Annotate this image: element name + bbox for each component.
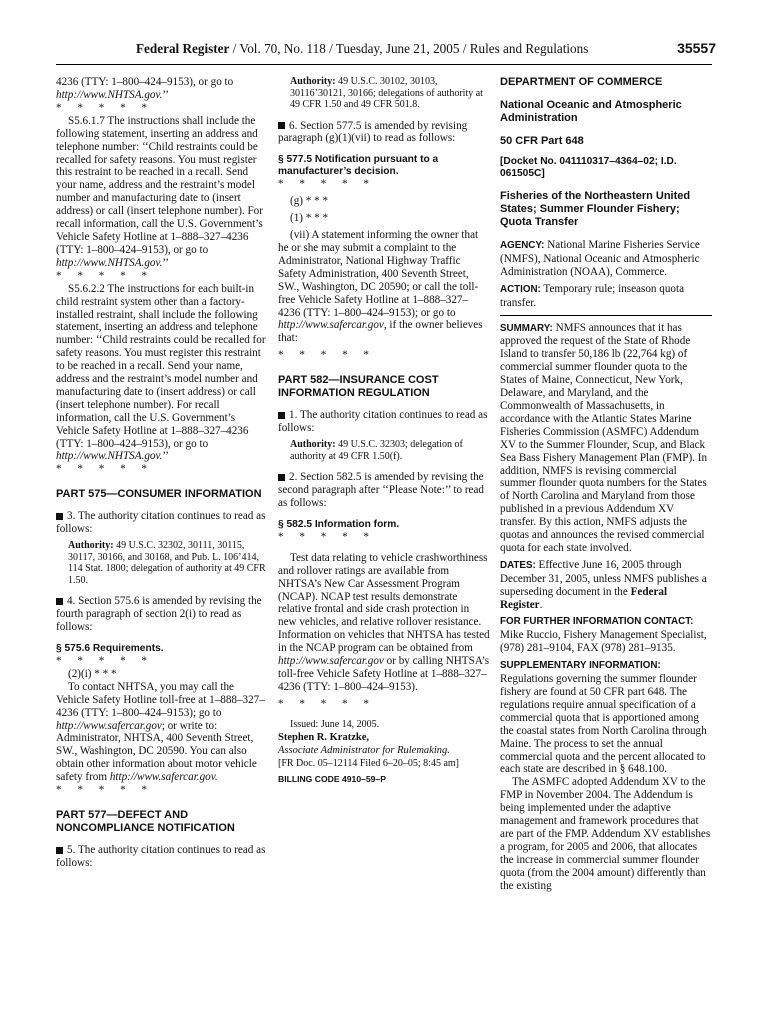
ellipsis-stars: * * * * *	[278, 530, 369, 543]
subparagraph-2i: (2)(i) * * *	[68, 667, 117, 680]
bullet-square-icon	[278, 122, 285, 129]
header-citation	[136, 41, 588, 57]
bullet-square-icon	[278, 412, 285, 419]
amendment-4: 4. Section 575.6 is amended by revising the fourth paragraph of section 2(i) to read as follows:	[56, 595, 262, 633]
amendment-1: 1. The authority citation continues to read as follows:	[278, 409, 488, 435]
department-heading: DEPARTMENT OF COMMERCE	[500, 76, 663, 88]
ellipsis-stars: * * * * *	[56, 654, 147, 667]
test-data-paragraph: Test data relating to vehicle crashworthiness and rollover ratings are available from NHTSA’s New Car Assessment Program (NCAP). NCAP test results demonstrate relative frontal and side crash protection in new vehicles, and relative rollover resistance. Information on vehicles that NHTSA has tested in the NCAP program can be obtained from http://www.safercar.gov or by calling NHTSA’s toll-free Vehicle Safety Hotline at 1–888–327–4236 (TTY: 1–800–424–9153).	[278, 551, 490, 693]
ellipsis-stars: * * * * *	[56, 463, 147, 476]
page-number: 35557	[677, 40, 716, 56]
bullet-square-icon	[56, 513, 63, 520]
ellipsis-stars: * * * * *	[278, 697, 369, 710]
bullet-square-icon	[56, 847, 63, 854]
link: http://www.safercar.gov	[56, 719, 162, 732]
supplementary-label: SUPPLEMENTARY INFORMATION:	[500, 660, 661, 672]
issued-date: Issued: June 14, 2005.	[290, 718, 380, 730]
supplementary-paragraph-1: Regulations governing the summer flounder fishery are found at 50 CFR part 648. The regulations require annual specification of a commercial quota that is apportioned among the coastal states from North Carolina through Maine. The process to set the annual commercial quota and the percent allocated to each state are described in § 648.100.	[500, 673, 707, 776]
signer-title: Associate Administrator for Rulemaking.	[278, 744, 450, 756]
authority-citation: Authority: 49 U.S.C. 30102, 30103, 30116’30121, 30166; delegations of authority at 49 CFR 1.50 and 49 CFR 501.8.	[290, 76, 483, 110]
authority-citation: Authority: 49 U.S.C. 32302, 30111, 30115, 30117, 30166, and 30168, and Pub. L. 106’414, 114 Stat. 1800; delegation of authority at 49 CFR 1.50.	[68, 540, 266, 586]
ellipsis-stars: * * * * *	[56, 101, 147, 114]
ellipsis-stars: * * * * *	[56, 784, 147, 797]
link: http://www.NHTSA.gov.	[56, 88, 163, 101]
dates-field: DATES: Effective June 16, 2005 through December 31, 2005, unless NMFS publishes a superseding document in the Federal Register.	[500, 558, 707, 611]
column-1	[56, 76, 268, 870]
link: http://www.NHTSA.gov.	[56, 256, 163, 269]
paragraph-s5-6-1-7: S5.6.1.7 The instructions shall include the following statement, inserting an address and telephone number: ‘‘Child restraints could be recalled for safety reasons. You must register this restraint to be reached in a recall. Send your name, address and the restraint’s model number and manufacturing date to (insert address) or call (insert telephone number). For recall information, call the U.S. Government’s Vehicle Safety Hotline at 1–888–327–4236 (TTY: 1–800–424–9153), or go to http://www.NHTSA.gov.’’	[56, 114, 263, 269]
paragraph-s5-6-2-2: S5.6.2.2 The instructions for each built-in child restraint system other than a factory-installed restraint, shall include the following statement, inserting an address and telephone number: ‘‘Child restraints could be recalled for safety reasons. You must register this restraint to be reached in a recall. Send your name, address and the restraint’s model number and manufacturing date to (insert address) or call (insert telephone number). For recall information, call the U.S. Government’s Vehicle Safety Hotline at 1–888–327–4236 (TTY: 1–800–424–9153), or go to http://www.NHTSA.gov.’’	[56, 282, 266, 463]
part-582-heading: PART 582—INSURANCE COST INFORMATION REGULATION	[278, 374, 439, 400]
amendment-6: 6. Section 577.5 is amended by revising paragraph (g)(1)(vii) to read as follows:	[278, 119, 468, 145]
supplementary-paragraph-2: The ASMFC adopted Addendum XV to the FMP in November 2004. The Addendum is being implemented under the adaptive management and framework procedures that are part of the FMP. Addendum XV establishes a program, for 2005 and 2006, that allocates the increase in commercial summer flounder quota (from the 2004 amount) differently than the existing	[500, 776, 711, 892]
section-577-5-heading: § 577.5 Notification pursuant to a manufacturer’s decision.	[278, 154, 439, 178]
docket-number: [Docket No. 041110317–4364–02; I.D. 061505C]	[500, 156, 677, 179]
journal-name: Federal Register	[136, 41, 230, 56]
divider	[500, 315, 712, 316]
agency-field: AGENCY: National Marine Fisheries Service (NMFS), National Oceanic and Atmospheric Administration (NOAA), Commerce.	[500, 239, 700, 278]
part-575-heading: PART 575—CONSUMER INFORMATION	[56, 488, 262, 501]
section-575-6-heading: § 575.6 Requirements.	[56, 642, 164, 654]
column-3	[500, 76, 712, 893]
subparagraph-vii: (vii) A statement informing the owner that he or she may submit a complaint to the Administrator, National Highway Traffic Safety Administration, 400 Seventh Street, SW., Washington, DC 20590; or call the toll-free Vehicle Safety Hotline at 1–888–327–4236 (TTY: 1–800–424–9153); or go to http://www.safercar.gov, if the owner believes that:	[278, 229, 483, 345]
fr-doc: [FR Doc. 05–12114 Filed 6–20–05; 8:45 am]	[278, 757, 460, 769]
paragraph: 4236 (TTY: 1–800–424–9153), or go to http://www.NHTSA.gov.’’	[56, 76, 234, 101]
link: http://www.safercar.gov.	[109, 771, 218, 784]
amendment-3: 3. The authority citation continues to read as follows:	[56, 510, 266, 536]
part-577-heading: PART 577—DEFECT AND NONCOMPLIANCE NOTIFICATION	[56, 809, 235, 835]
rule-title: Fisheries of the Northeastern United States; Summer Flounder Fishery; Quota Transfer	[500, 190, 691, 228]
header-rule	[56, 64, 712, 65]
bullet-square-icon	[56, 598, 63, 605]
contact-label: FOR FURTHER INFORMATION CONTACT:	[500, 616, 694, 628]
page-header	[56, 41, 716, 59]
link: http://www.safercar.gov	[278, 319, 384, 332]
ellipsis-stars: * * * * *	[278, 178, 369, 191]
issue-info: / Vol. 70, No. 118 / Tuesday, June 21, 2005 / Rules and Regulations	[229, 41, 589, 56]
column-2	[278, 76, 490, 786]
amendment-5: 5. The authority citation continues to read as follows:	[56, 844, 266, 869]
contact-paragraph: To contact NHTSA, you may call the Vehicle Safety Hotline toll-free at 1–888–327–4236 (TTY: 1–800–424–9153); go to http://www.safercar.gov; or write to: Administrator, NHTSA, 400 Seventh Street, SW., Washington, DC 20590. You can also obtain other information about motor vehicle safety from http://www.safercar.gov.	[56, 680, 265, 784]
link: http://www.NHTSA.gov.	[56, 450, 163, 463]
subparagraph-g: (g) * * *	[290, 195, 329, 208]
link: http://www.safercar.gov	[278, 655, 384, 668]
action-field: ACTION: Temporary rule; inseason quota transfer.	[500, 282, 685, 309]
ellipsis-stars: * * * * *	[56, 269, 147, 282]
ellipsis-stars: * * * * *	[278, 349, 369, 362]
section-582-5-heading: § 582.5 Information form.	[278, 518, 400, 530]
subparagraph-1: (1) * * *	[290, 212, 329, 225]
summary-field: SUMMARY: NMFS announces that it has approved the request of the State of Rhode Island to transfer 50,186 lb (22,764 kg) of commercial summer flounder quota to the States of Maine, Connecticut, New York, Delaware, and Maryland, and the Commonwealth of Massachusetts, in accordance with the Atlantic States Marine Fisheries Commission (ASMFC) Addendum XV to the Summer Flounder, Scup, and Black Sea Bass Fishery Management Plan (FMP). In addition, NMFS is revising commercial summer flounder quota numbers for the States of North Carolina and Maryland from those published in a previous Addendum XV transfer. By this action, NMFS adjusts the quotas and announces the revised commercial quota for each state involved.	[500, 321, 708, 554]
bullet-square-icon	[278, 474, 285, 481]
signer-name: Stephen R. Kratzke,	[278, 731, 369, 743]
amendment-2: 2. Section 582.5 is amended by revising the second paragraph after ‘‘Please Note:’’ to read as follows:	[278, 471, 484, 509]
agency-heading: National Oceanic and Atmospheric Administration	[500, 99, 682, 124]
billing-code: BILLING CODE 4910–59–P	[278, 774, 386, 785]
authority-citation: Authority: 49 U.S.C. 32303; delegation of authority at 49 CFR 1.50(f).	[290, 439, 463, 462]
cfr-part: 50 CFR Part 648	[500, 135, 584, 147]
contact-text: Mike Ruccio, Fishery Management Specialist, (978) 281–9104, FAX (978) 281–9135.	[500, 629, 707, 655]
